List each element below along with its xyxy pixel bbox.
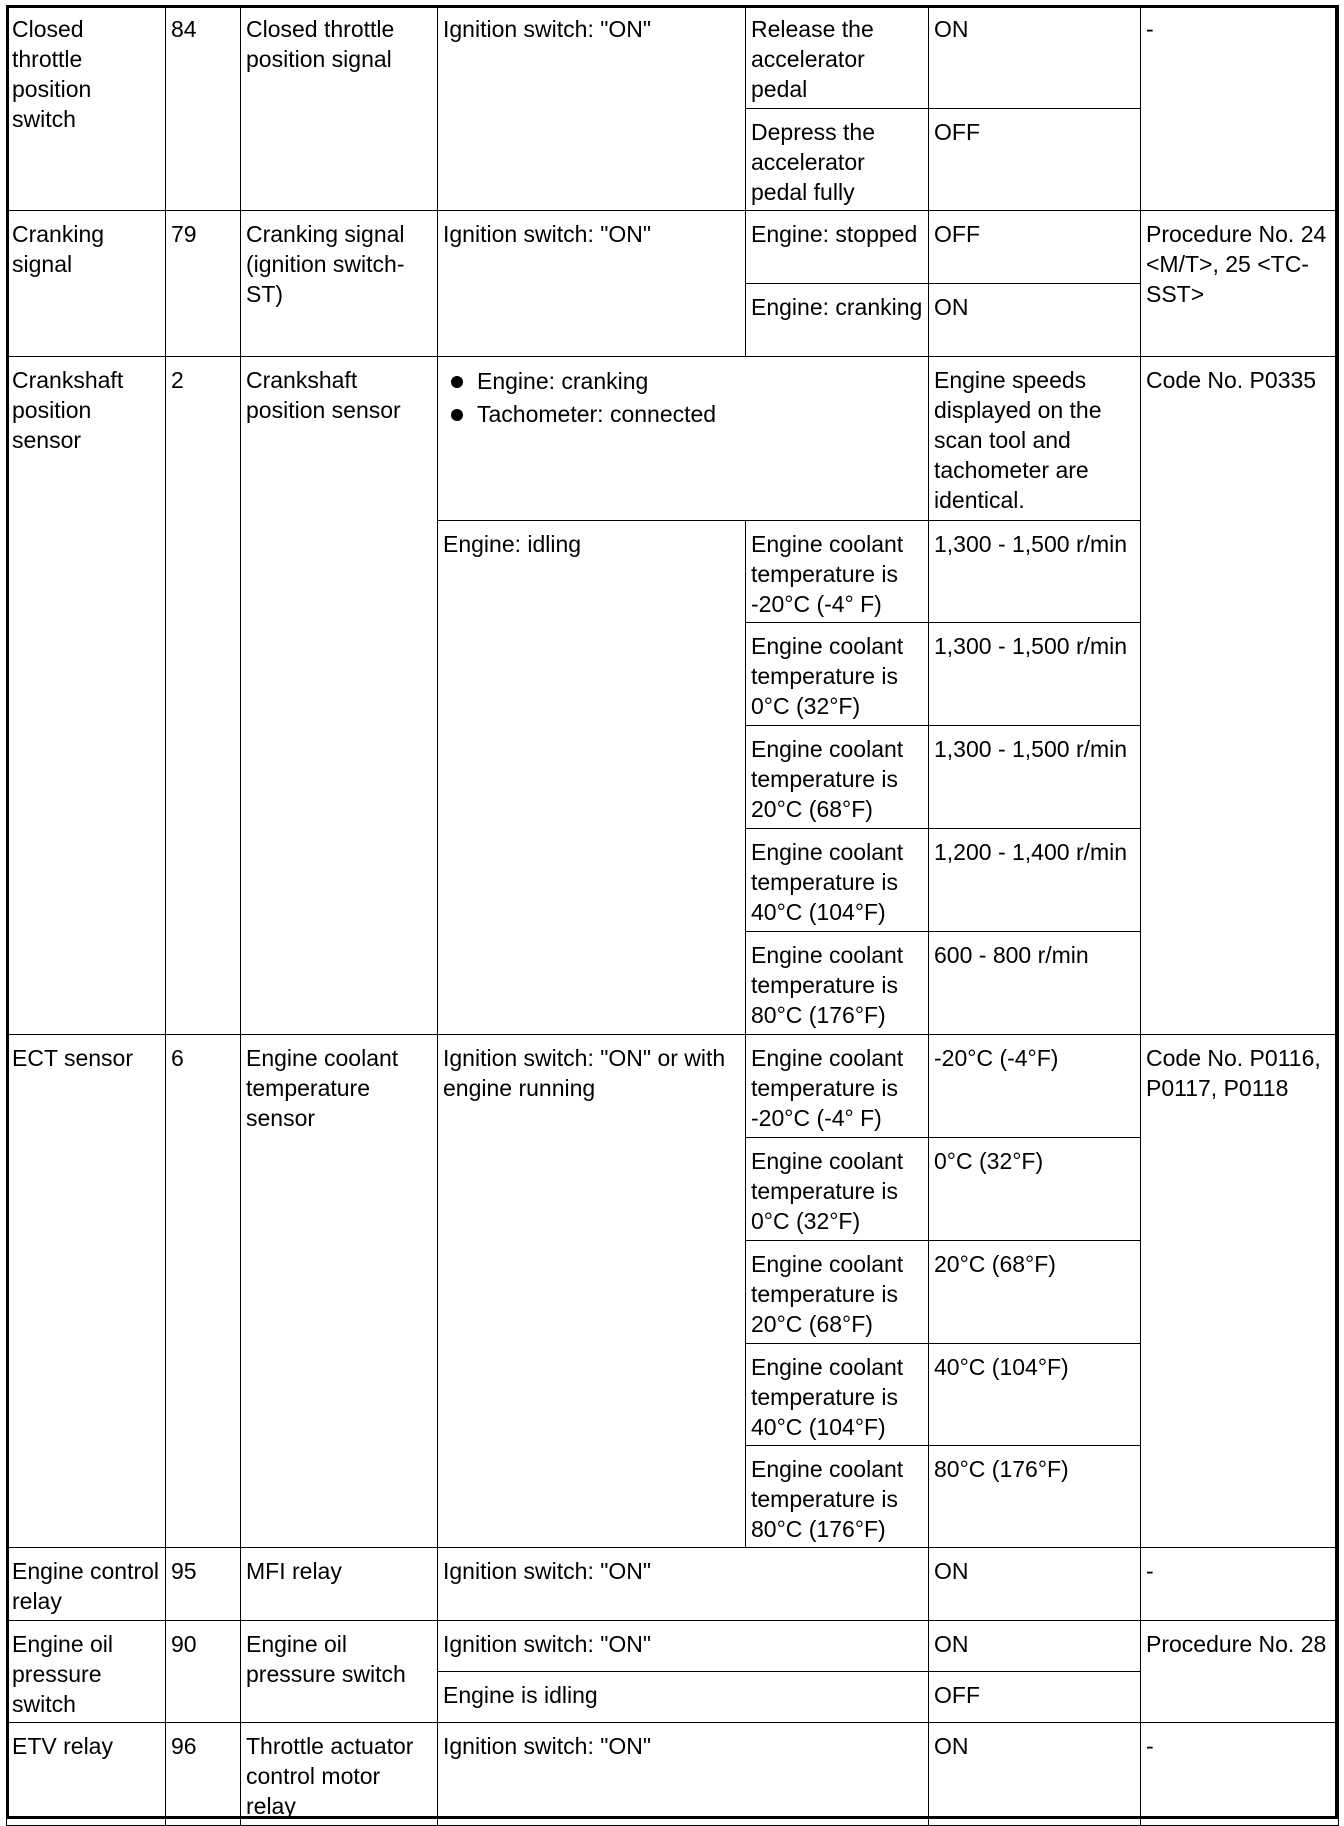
condition-detail-cell: Engine coolant temperature is -20°C (-4° F) (746, 1035, 929, 1138)
signal-name-cell: Engine oil pressure switch (241, 1621, 438, 1723)
normal-value-cell: 0°C (32°F) (929, 1138, 1141, 1241)
normal-value-cell: 40°C (104°F) (929, 1344, 1141, 1446)
reference-cell: Code No. P0116, P0117, P0118 (1141, 1035, 1339, 1548)
normal-value-cell: 80°C (176°F) (929, 1446, 1141, 1548)
table-row (7, 1548, 1339, 1621)
reference-cell: Procedure No. 28 (1141, 1621, 1339, 1723)
item-cell: ECT sensor (7, 1035, 166, 1548)
condition-detail-cell: Engine: stopped (746, 211, 929, 284)
reference-cell: Procedure No. 24 <M/T>, 25 <TC-SST> (1141, 211, 1339, 357)
condition-detail-cell: Engine coolant temperature is 0°C (32°F) (746, 623, 929, 726)
terminal-no-cell: 90 (166, 1621, 241, 1723)
normal-value-cell: ON (929, 1548, 1141, 1621)
terminal-no-cell: 2 (166, 357, 241, 1035)
list-item (443, 398, 923, 431)
item-cell: ETV relay (7, 1723, 166, 1826)
condition-detail-cell: Engine coolant temperature is 0°C (32°F) (746, 1138, 929, 1241)
normal-value-cell: 600 - 800 r/min (929, 932, 1141, 1035)
bullet-text: Tachometer: connected (477, 401, 717, 427)
normal-value-cell: 1,300 - 1,500 r/min (929, 726, 1141, 829)
normal-value-cell: ON (929, 6, 1141, 109)
normal-value-cell: ON (929, 1621, 1141, 1672)
normal-value-cell: ON (929, 1723, 1141, 1826)
list-item (443, 365, 923, 398)
terminal-no-cell: 79 (166, 211, 241, 357)
bullet-icon (451, 409, 463, 421)
condition-detail-cell: Engine coolant temperature is 80°C (176°F) (746, 932, 929, 1035)
item-cell: Cranking signal (7, 211, 166, 357)
condition-cell: Ignition switch: "ON" or with engine running (438, 1035, 746, 1548)
condition-detail-cell: Engine coolant temperature is 20°C (68°F) (746, 1241, 929, 1344)
normal-value-cell: OFF (929, 211, 1141, 284)
table-row (7, 1035, 1339, 1138)
condition-cell: Ignition switch: "ON" (438, 1548, 929, 1621)
reference-cell: - (1141, 1723, 1339, 1826)
terminal-no-cell: 96 (166, 1723, 241, 1826)
condition-cell: Ignition switch: "ON" (438, 1621, 929, 1672)
item-cell: Engine oil pressure switch (7, 1621, 166, 1723)
normal-value-cell: 1,300 - 1,500 r/min (929, 521, 1141, 623)
terminal-no-cell: 84 (166, 6, 241, 211)
condition-bullet-list (443, 365, 923, 431)
normal-value-cell: Engine speeds displayed on the scan tool and tachometer are identical. (929, 357, 1141, 521)
reference-cell: Code No. P0335 (1141, 357, 1339, 1035)
table-row (7, 1723, 1339, 1826)
bullet-icon (451, 376, 463, 388)
bullet-text: Engine: cranking (477, 368, 649, 394)
condition-detail-cell: Release the accelerator pedal (746, 6, 929, 109)
signal-name-cell: Cranking signal (ignition switch-ST) (241, 211, 438, 357)
signal-name-cell: Closed throttle position signal (241, 6, 438, 211)
condition-detail-cell: Engine coolant temperature is 80°C (176°F) (746, 1446, 929, 1548)
table-row (7, 357, 1339, 521)
normal-value-cell: -20°C (-4°F) (929, 1035, 1141, 1138)
condition-cell: Engine: idling (438, 521, 746, 1035)
condition-cell: Ignition switch: "ON" (438, 211, 746, 357)
normal-value-cell: ON (929, 284, 1141, 357)
item-cell: Engine control relay (7, 1548, 166, 1621)
reference-cell: - (1141, 6, 1339, 211)
reference-cell: - (1141, 1548, 1339, 1621)
condition-cell: Ignition switch: "ON" (438, 6, 746, 211)
condition-detail-cell: Depress the accelerator pedal fully (746, 109, 929, 211)
table-row (7, 211, 1339, 284)
signal-name-cell: Crankshaft position sensor (241, 357, 438, 1035)
table-row (7, 6, 1339, 109)
item-cell: Crankshaft position sensor (7, 357, 166, 1035)
inspection-table (6, 5, 1339, 1826)
condition-bullets-cell (438, 357, 929, 521)
terminal-no-cell: 6 (166, 1035, 241, 1548)
item-cell: Closed throttle position switch (7, 6, 166, 211)
condition-detail-cell: Engine coolant temperature is 40°C (104°F) (746, 829, 929, 932)
signal-name-cell: Engine coolant temperature sensor (241, 1035, 438, 1548)
normal-value-cell: 20°C (68°F) (929, 1241, 1141, 1344)
signal-name-cell: Throttle actuator control motor relay (241, 1723, 438, 1826)
signal-name-cell: MFI relay (241, 1548, 438, 1621)
terminal-no-cell: 95 (166, 1548, 241, 1621)
normal-value-cell: OFF (929, 1672, 1141, 1723)
normal-value-cell: OFF (929, 109, 1141, 211)
spec-sheet (6, 5, 1338, 1819)
normal-value-cell: 1,300 - 1,500 r/min (929, 623, 1141, 726)
condition-cell: Engine is idling (438, 1672, 929, 1723)
condition-detail-cell: Engine coolant temperature is 20°C (68°F) (746, 726, 929, 829)
table-row (7, 1621, 1339, 1672)
condition-detail-cell: Engine: cranking (746, 284, 929, 357)
condition-cell: Ignition switch: "ON" (438, 1723, 929, 1826)
condition-detail-cell: Engine coolant temperature is 40°C (104°F) (746, 1344, 929, 1446)
condition-detail-cell: Engine coolant temperature is -20°C (-4° F) (746, 521, 929, 623)
normal-value-cell: 1,200 - 1,400 r/min (929, 829, 1141, 932)
